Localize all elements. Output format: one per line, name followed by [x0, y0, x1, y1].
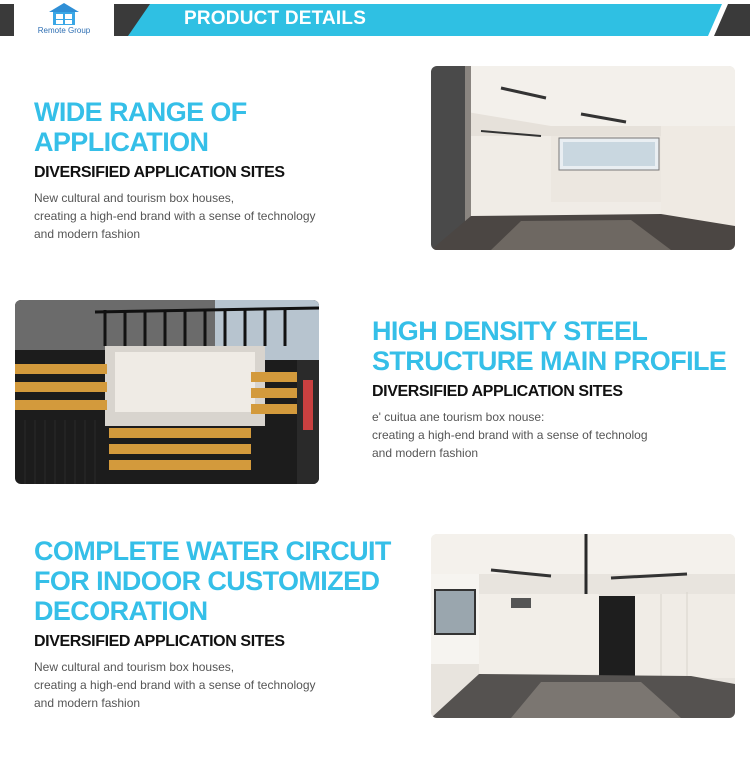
body-line: creating a high-end brand with a sense of technology — [34, 678, 316, 692]
header-left-bar — [0, 4, 14, 36]
heading-line: HIGH DENSITY STEEL — [372, 316, 648, 346]
heading-line: STRUCTURE MAIN PROFILE — [372, 346, 727, 376]
body-line: and modern fashion — [34, 227, 141, 241]
interior-photo-1 — [431, 66, 735, 250]
exterior-photo-2 — [15, 300, 319, 484]
section-1-body — [34, 189, 424, 243]
section-3-text — [34, 536, 424, 712]
page-title: PRODUCT DETAILS — [184, 8, 367, 29]
body-line: creating a high-end brand with a sense of technolog — [372, 428, 648, 442]
section-2-subheading: DIVERSIFIED APPLICATION SITES — [372, 383, 623, 400]
section-1-heading — [34, 97, 424, 157]
heading-line: DECORATION — [34, 596, 208, 626]
page-header — [0, 0, 750, 36]
body-line: creating a high-end brand with a sense of technology — [34, 209, 316, 223]
section-3-heading — [34, 536, 424, 626]
heading-line: COMPLETE WATER CIRCUIT — [34, 536, 391, 566]
heading-line: FOR INDOOR CUSTOMIZED — [34, 566, 380, 596]
section-1-text — [34, 97, 424, 243]
section-3-subheading: DIVERSIFIED APPLICATION SITES — [34, 633, 285, 650]
section-2-body — [372, 408, 742, 462]
section-3-body — [34, 658, 424, 712]
brand-logo[interactable] — [14, 0, 114, 42]
body-line: New cultural and tourism box houses, — [34, 191, 235, 205]
section-1-subheading: DIVERSIFIED APPLICATION SITES — [34, 164, 285, 181]
body-line: and modern fashion — [34, 696, 141, 710]
section-2-heading — [372, 316, 742, 376]
body-line: e' cuitua ane tourism box nouse: — [372, 410, 545, 424]
section-2-text — [372, 316, 742, 462]
body-line: New cultural and tourism box houses, — [34, 660, 235, 674]
interior-photo-3 — [431, 534, 735, 718]
house-logo-icon — [47, 2, 81, 26]
heading-line: WIDE RANGE OF APPLICATION — [34, 97, 247, 157]
logo-text: Remote Group — [37, 26, 91, 35]
body-line: and modern fashion — [372, 446, 479, 460]
